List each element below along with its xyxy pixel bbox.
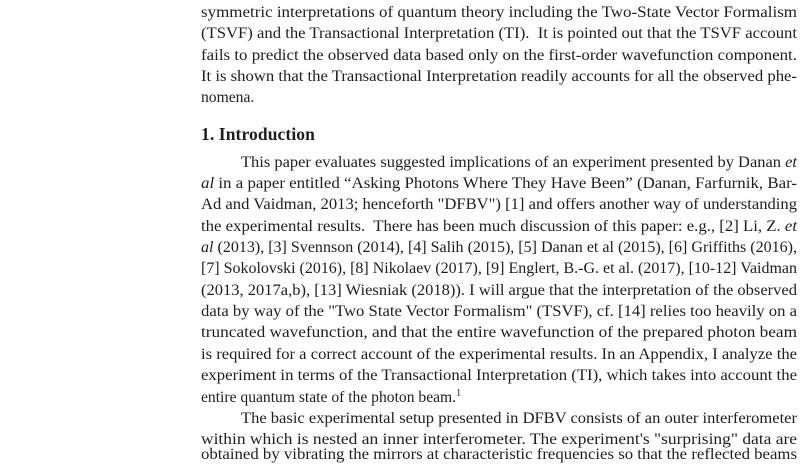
text-line	[201, 23, 797, 44]
text-line-content: (TSVF) and the Transactional Interpretation (TI). It is pointed out that the TSVF account	[201, 25, 797, 43]
text-line	[201, 194, 797, 215]
text-line-content: (2013, 2017a,b), [13] Wiesniak (2018)). I will argue that the interpretation of the observed	[201, 281, 797, 299]
text-line-content: within which is nested an inner interferometer. The experiment's "surprising" data are	[201, 431, 797, 449]
text-line-content: experiment in terms of the Transactional Interpretation (TI), which takes into account the	[201, 367, 797, 385]
text-line-content: The basic experimental setup presented in DFBV consists of an outer interferometer	[241, 409, 797, 427]
text-line-content: Ad and Vaidman, 2013; henceforth "DFBV") [1] and offers another way of understanding	[201, 196, 797, 214]
text-line-content: It is shown that the Transactional Interpretation readily accounts for all the observed phe-	[201, 68, 797, 86]
intro-paragraph-2	[201, 408, 797, 465]
text-line-content: fails to predict the observed data based only on the first-order wavefunction component.	[201, 46, 797, 64]
text-line	[201, 344, 797, 365]
text-line	[201, 45, 797, 66]
text-line-content: This paper evaluates suggested implications of an experiment presented by Danan et	[241, 153, 797, 171]
text-line	[201, 444, 797, 465]
section-heading: 1. Introduction	[201, 123, 315, 144]
abstract-paragraph	[201, 2, 797, 109]
text-line	[201, 173, 797, 194]
text-column	[201, 0, 797, 465]
text-line	[201, 216, 797, 237]
text-line	[201, 365, 797, 386]
text-line	[201, 322, 797, 343]
text-line	[201, 280, 797, 301]
text-line	[201, 408, 797, 429]
text-line-content: the experimental results. There has been much discussion of this paper: e.g., [2] Li, Z. et	[201, 217, 797, 235]
text-line	[201, 258, 797, 279]
intro-paragraph-1	[201, 152, 797, 408]
text-line-content: data by way of the "Two State Vector Formalism" (TSVF), cf. [14] relies too heavily on a	[201, 303, 797, 321]
text-line-content: entire quantum state of the photon beam.$^1$	[201, 388, 462, 406]
text-line	[201, 66, 797, 87]
text-line-content: [7] Sokolovski (2016), [8] Nikolaev (2017), [9] Englert, B.-G. et al. (2017), [10-12] Vaidman	[201, 260, 797, 278]
text-line-content: al (2013), [3] Svennson (2014), [4] Salih (2015), [5] Danan et al (2015), [6] Griffiths (2016),	[201, 239, 797, 257]
text-line-content: is required for a correct account of the experimental results. In an Appendix, I analyze the	[201, 345, 797, 363]
text-line-content: nomena.	[201, 89, 255, 107]
text-line-content: symmetric interpretations of quantum theory including the Two-State Vector Formalism	[201, 4, 797, 21]
text-line	[201, 87, 797, 108]
text-line	[201, 301, 797, 322]
text-line-content: al in a paper entitled “Asking Photons Where They Have Been” (Danan, Farfurnik, Bar-	[201, 175, 797, 193]
text-line	[201, 237, 797, 258]
text-line-content: truncated wavefunction, and that the entire wavefunction of the prepared photon beam	[201, 324, 797, 342]
text-line	[201, 2, 797, 23]
footnote-marker: 1	[456, 388, 462, 399]
text-line	[201, 387, 797, 408]
text-line-content: obtained by vibrating the mirrors at characteristic frequencies so that the reflected beams	[201, 445, 797, 463]
text-line	[201, 152, 797, 173]
